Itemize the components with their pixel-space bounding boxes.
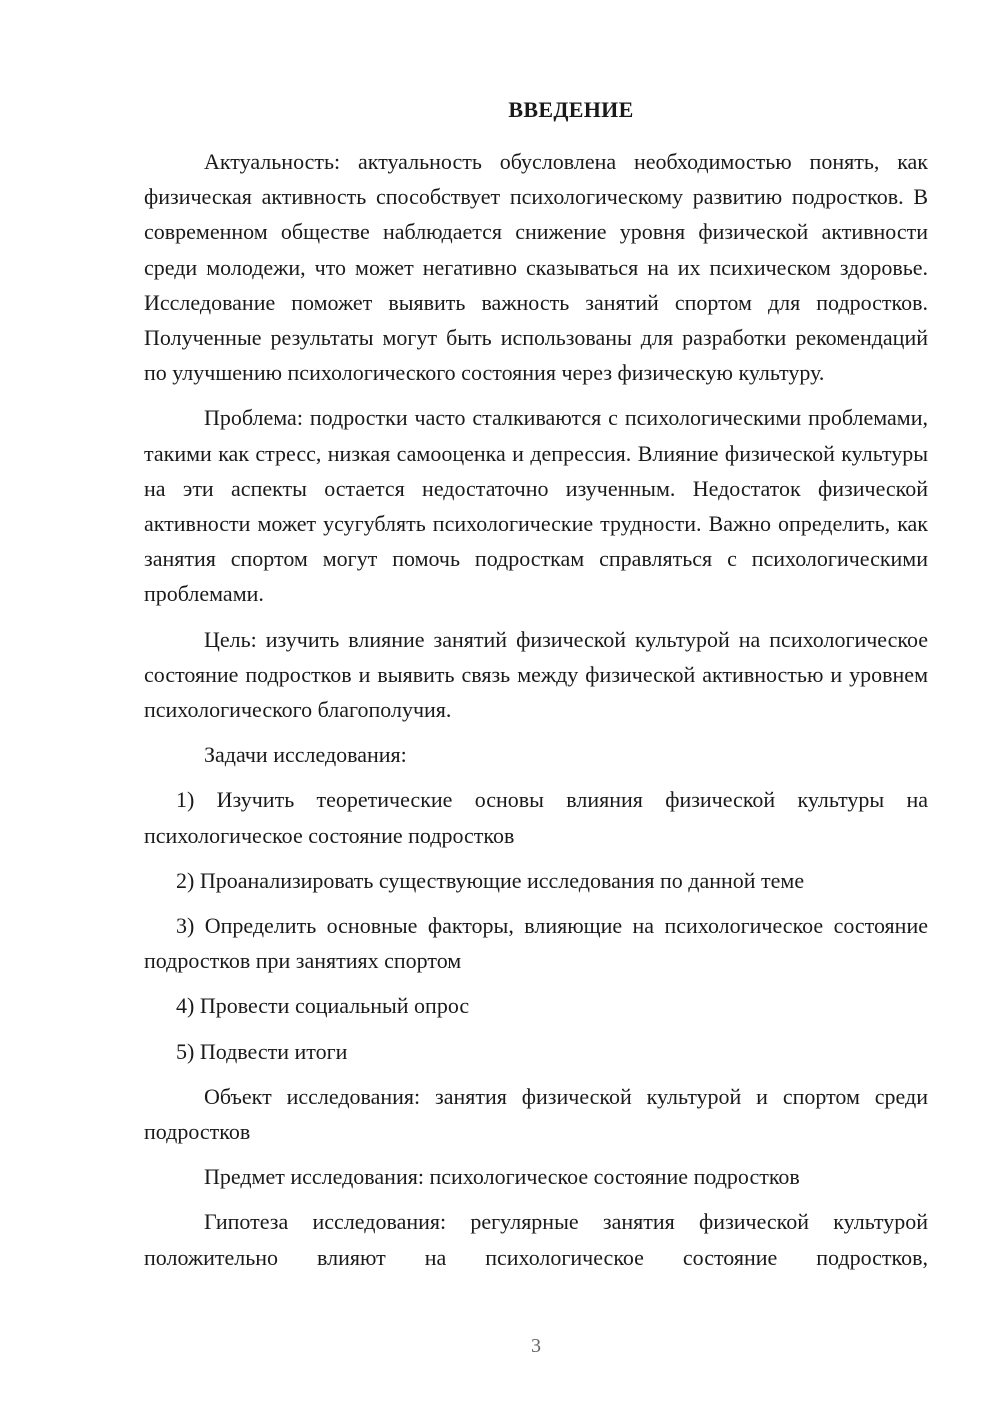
- document-page: [144, 96, 928, 1285]
- task-item-5: 5) Подвести итоги: [176, 1038, 348, 1064]
- page-number: 3: [531, 1335, 541, 1357]
- problem-paragraph: Проблема: подростки часто сталкиваются с психологическими проблемами, такими как стресс, низкая самооценка и депрессия. Влияние физической культуры на эти аспекты остается недостаточно изученным. Недостаток физической активности может усугублять психологические трудности. Важно определить, как занятия спортом могут помочь подросткам справляться с психологическими проблемами.: [144, 405, 928, 607]
- task-item-1: 1) Изучить теоретические основы влияния физической культуры на психологическое состояние подростков: [144, 787, 928, 848]
- task-item-4: 4) Провести социальный опрос: [176, 993, 470, 1019]
- task-item-2: 2) Проанализировать существующие исследования по данной теме: [176, 867, 805, 893]
- tasks-intro: Задачи исследования:: [204, 742, 407, 768]
- subject-paragraph: Предмет исследования: психологическое состояние подростков: [204, 1164, 800, 1190]
- object-paragraph: Объект исследования: занятия физической культурой и спортом среди подростков: [144, 1083, 928, 1145]
- relevance-paragraph: Актуальность: актуальность обусловлена необходимостью понять, как физическая активность способствует психологическому развитию подростков. В современном обществе наблюдается снижение уровня физической активности среди молодежи, что может негативно сказываться на их психическом здоровье. Исследование поможет выявить важность занятий спортом для подростков. Полученные результаты могут быть использованы для разработки рекомендаций по улучшению психологического состояния через физическую культуру.: [144, 149, 928, 386]
- task-item-3: 3) Определить основные факторы, влияющие на психологическое состояние подростков при занятиях спортом: [144, 913, 928, 974]
- goal-paragraph: Цель: изучить влияние занятий физической культурой на психологическое состояние подростков и выявить связь между физической активностью и уровнем психологического благополучия.: [144, 626, 928, 723]
- hypothesis-paragraph: Гипотеза исследования: регулярные занятия физической культурой положительно влияют на психологическое состояние подростков,: [144, 1209, 928, 1270]
- page-title: ВВЕДЕНИЕ: [508, 97, 634, 122]
